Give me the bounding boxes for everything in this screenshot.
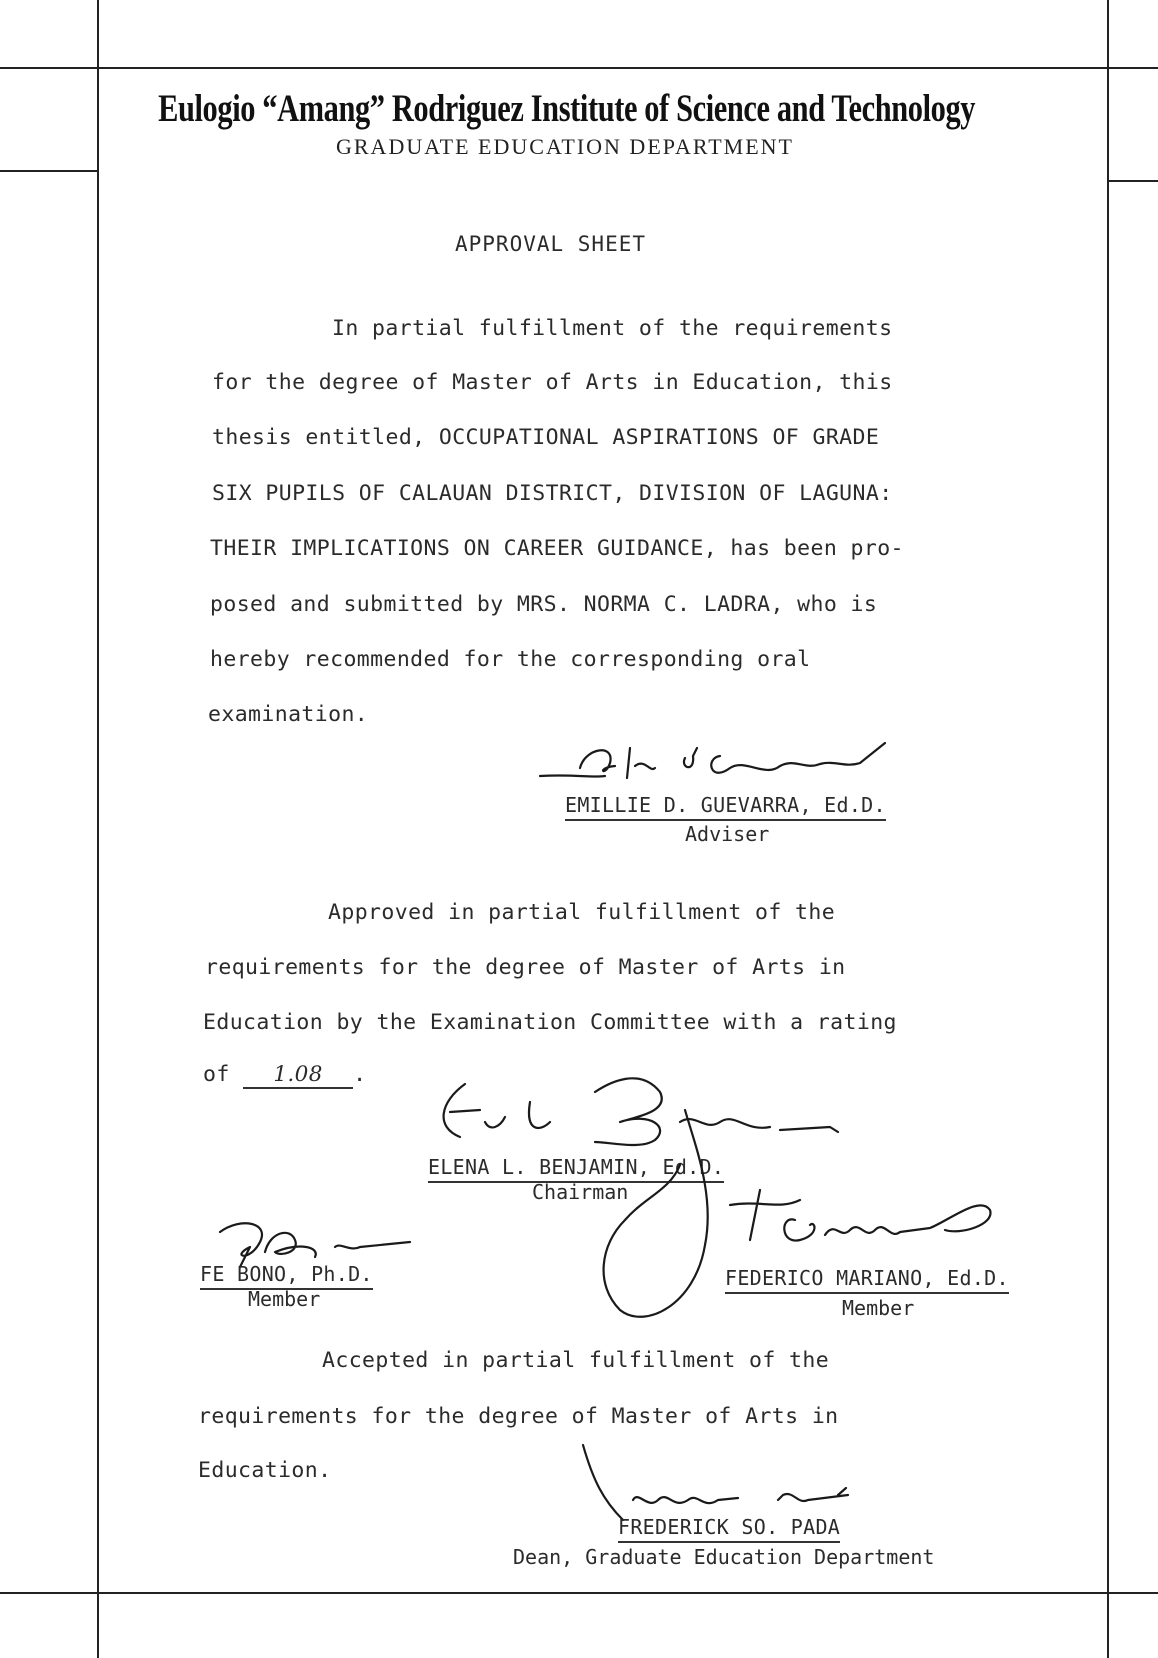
bottom-divider [0, 1592, 1158, 1594]
chairman-name: ELENA L. BENJAMIN, Ed.D. [428, 1155, 724, 1183]
paragraph2-line: Education by the Examination Committee with a rating [203, 1010, 897, 1035]
chairman-flourish [585, 1105, 735, 1345]
adviser-signature [535, 738, 915, 798]
right-tick-rule [1109, 180, 1158, 182]
rating-line [203, 1062, 366, 1089]
rating-suffix: . [353, 1062, 367, 1087]
member1-role: Member [248, 1287, 321, 1311]
chairman-role: Chairman [532, 1180, 629, 1204]
paragraph1-line: In partial fulfillment of the requirements [332, 316, 893, 341]
member2-role: Member [842, 1296, 915, 1320]
member2-name: FEDERICO MARIANO, Ed.D. [725, 1266, 1009, 1294]
document-title: APPROVAL SHEET [455, 232, 647, 256]
paragraph3-line: requirements for the degree of Master of Arts in [198, 1404, 839, 1429]
right-margin-rule [1107, 0, 1109, 1658]
left-margin-rule [97, 0, 99, 1658]
member1-name: FE BONO, Ph.D. [200, 1262, 373, 1290]
department-name: GRADUATE EDUCATION DEPARTMENT [336, 134, 794, 159]
adviser-role: Adviser [685, 822, 770, 846]
paragraph1-line: posed and submitted by MRS. NORMA C. LADRA, who is [210, 592, 878, 617]
member2-signature [720, 1180, 1000, 1270]
paragraph1-line: thesis entitled, OCCUPATIONAL ASPIRATIONS OF GRADE [212, 425, 880, 450]
institution-name: Eulogio “Amang” Rodriguez Institute of Science and Technology [158, 87, 976, 130]
paragraph1-line: examination. [208, 702, 369, 727]
paragraph3-line: Education. [198, 1458, 332, 1483]
rating-value: 1.08 [273, 1062, 323, 1087]
left-tick-rule [0, 170, 97, 172]
paragraph1-line: hereby recommended for the corresponding oral [210, 647, 811, 672]
dean-role: Dean, Graduate Education Department [513, 1545, 935, 1569]
top-divider [0, 67, 1158, 69]
paragraph1-line: for the degree of Master of Arts in Education, this [212, 370, 893, 395]
rating-prefix: of [203, 1062, 230, 1087]
paragraph1-line: SIX PUPILS OF CALAUAN DISTRICT, DIVISION OF LAGUNA: [212, 481, 893, 506]
paragraph2-line: Approved in partial fulfillment of the [328, 900, 836, 925]
dean-name: FREDERICK SO. PADA [618, 1515, 840, 1543]
adviser-name: EMILLIE D. GUEVARRA, Ed.D. [565, 793, 886, 821]
paragraph3-line: Accepted in partial fulfillment of the [322, 1348, 830, 1373]
paragraph2-line: requirements for the degree of Master of Arts in [205, 955, 846, 980]
paragraph1-line: THEIR IMPLICATIONS ON CAREER GUIDANCE, has been pro- [210, 536, 904, 561]
